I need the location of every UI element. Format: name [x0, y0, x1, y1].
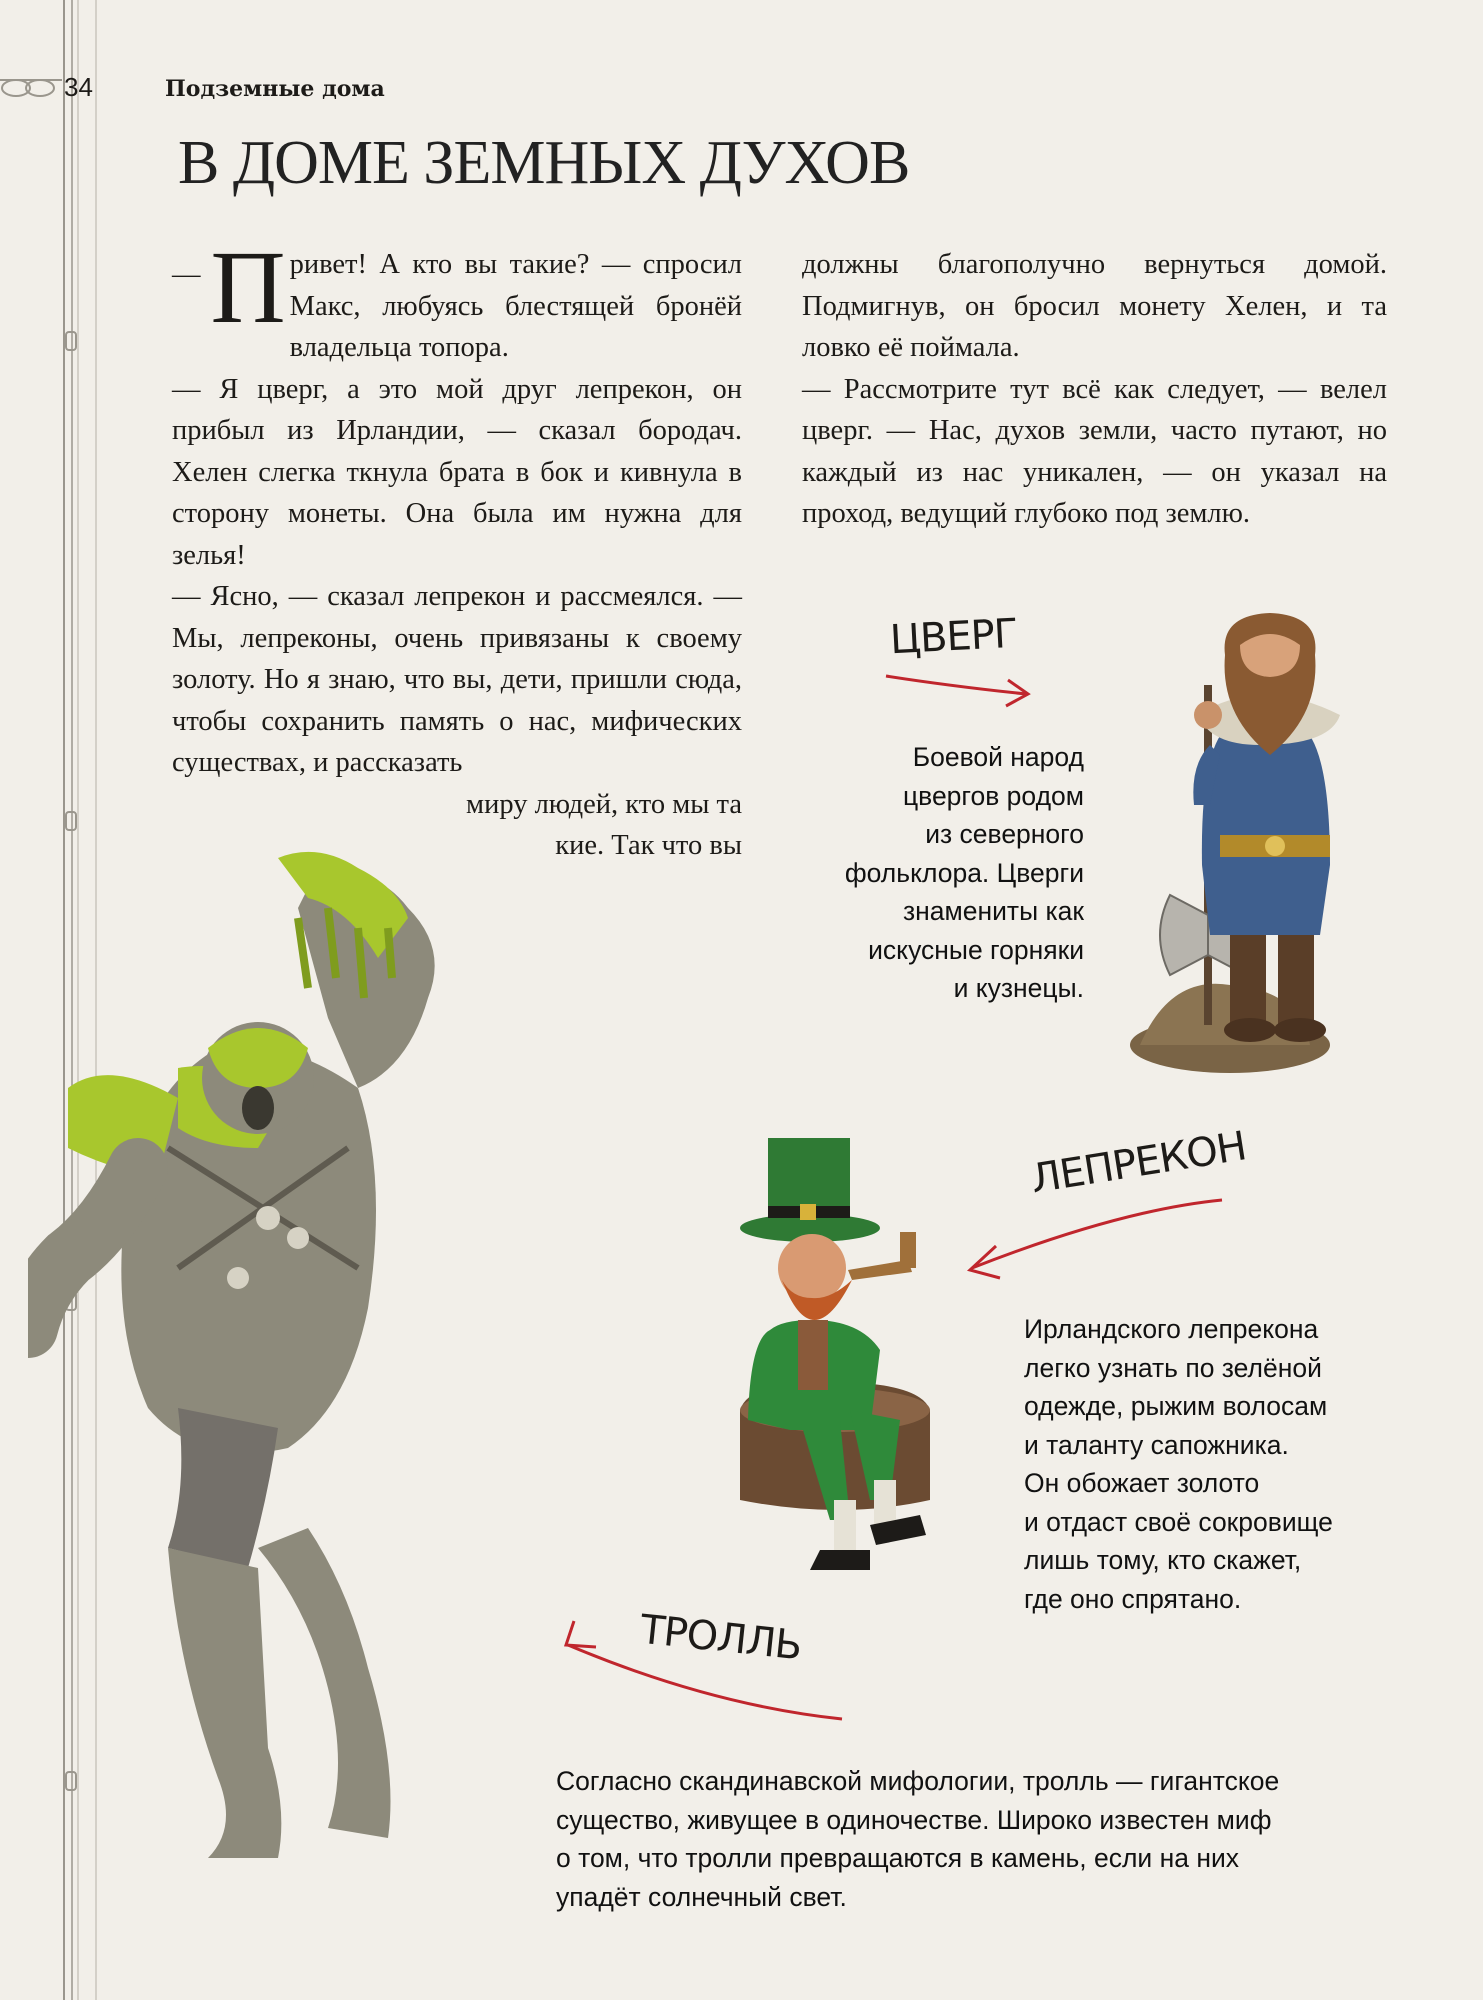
caption-line: из северного: [925, 819, 1084, 849]
page-number: 34: [64, 72, 93, 102]
dwarf-label: ЦВЕРГ: [888, 610, 1019, 664]
caption-line: цвергов родом: [902, 780, 1084, 811]
caption-line: и таланту сапожника.: [1024, 1429, 1289, 1460]
section-title: Подземные дома: [165, 76, 385, 102]
leprechaun-arrow-icon: [960, 1190, 1230, 1290]
caption-line: легко узнать по зелёной: [1024, 1352, 1322, 1383]
story-paragraph: [172, 230, 742, 369]
dwarf-caption: [780, 738, 1084, 1008]
troll-label: ТРОЛЛЬ: [638, 1606, 804, 1670]
leprechaun-illustration: [730, 1120, 990, 1590]
story-line: кие. Так что вы: [555, 830, 742, 861]
caption-line: и отдаст своё сокровище: [1024, 1506, 1333, 1537]
caption-line: искусные горняки: [868, 934, 1084, 965]
caption-line: упадёт солнечный свет.: [556, 1881, 847, 1912]
caption-line: и кузнецы.: [953, 973, 1084, 1003]
page-title: В ДОМЕ ЗЕМНЫХ ДУХОВ: [178, 129, 910, 197]
story-paragraph: — Рассмотрите тут всё как следует, — велел цверг. — Нас, духов земли, часто путают, но каждый из нас уникален, — он указал на проход, ведущий глубоко под землю.: [802, 373, 1387, 529]
caption-line: где оно спрятано.: [1024, 1583, 1242, 1614]
caption-line: Боевой народ: [912, 742, 1084, 772]
story-paragraph: — Ясно, — сказал лепрекон и рассмеялся. — Мы, лепреконы, очень привязаны к своему золоту. Но я знаю, что вы, дети, пришли сюда, чтобы сохранить память о нас, мифических существах, и рассказать: [172, 581, 742, 778]
leprechaun-caption: [1024, 1310, 1414, 1618]
caption-line: существо, живущее в одиночестве. Широко известен миф: [556, 1804, 1272, 1835]
caption-line: знамениты как: [903, 896, 1084, 926]
paragraph-text: ривет! А кто вы такие? — спросил Макс, любуясь блестящей бронёй владельца топора.: [289, 249, 742, 363]
dwarf-illustration: [1110, 605, 1390, 1075]
caption-line: Он обожает золото: [1024, 1468, 1260, 1498]
troll-arrow-icon: [560, 1615, 850, 1725]
troll-illustration: [28, 848, 578, 1888]
caption-line: фольклора. Цверги: [844, 857, 1084, 888]
drop-cap: П: [210, 230, 286, 345]
dwarf-arrow-icon: [880, 660, 1040, 710]
troll-caption: [556, 1762, 1376, 1916]
story-column-right: [802, 244, 1387, 535]
caption-line: Ирландского лепрекона: [1024, 1314, 1319, 1344]
leprechaun-label: ЛЕПРЕКОН: [1027, 1123, 1250, 1203]
lead-dash: —: [172, 259, 201, 290]
story-column-left: [172, 230, 742, 867]
caption-line: Согласно скандинавской мифологии, тролль — гигантское: [556, 1766, 1280, 1796]
caption-line: о том, что тролли превращаются в камень, если на них: [556, 1843, 1240, 1873]
story-line: миру людей, кто мы та: [466, 788, 742, 820]
caption-line: одежде, рыжим волосам: [1024, 1391, 1328, 1421]
caption-line: лишь тому, кто скажет,: [1024, 1545, 1302, 1575]
story-paragraph: — Я цверг, а это мой друг лепрекон, он прибыл из Ирландии, — сказал бородач. Хелен слегка ткнула брата в бок и кивнула в сторону монеты. Она была им нужна для зелья!: [172, 373, 742, 571]
story-paragraph: должны благополучно вернуться домой. Подмигнув, он бросил монету Хелен, и та ловко её поймала.: [802, 249, 1387, 363]
